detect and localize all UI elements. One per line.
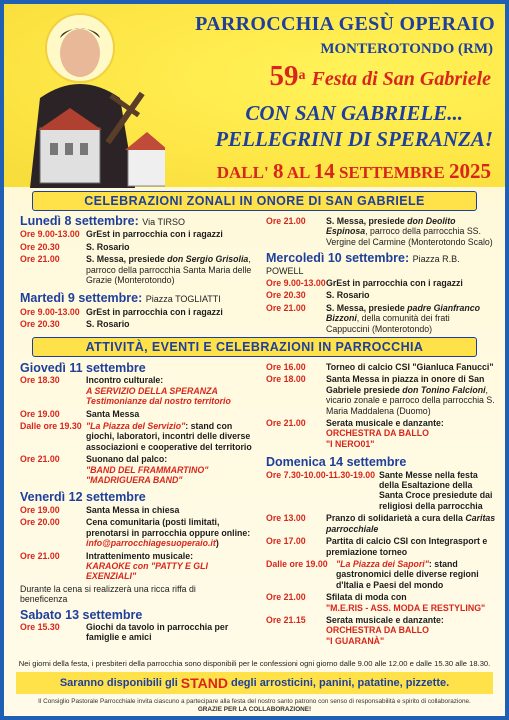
time: Ore 13.00 [266, 513, 306, 524]
schedule-row [20, 551, 256, 582]
festa-name: Festa di San Gabriele [311, 68, 491, 90]
schedule-row [20, 409, 256, 419]
band-name: "MADRIGUERA BAND" [86, 475, 183, 486]
fashion-show-name: "M.E.RIS - ASS. MODA E RESTYLING" [326, 602, 486, 613]
description [326, 216, 494, 247]
day-heading-mercoledi [266, 253, 494, 276]
day-heading-lunedi [20, 216, 256, 227]
day-heading-venerdi: Venerdì 12 settembre [20, 490, 146, 505]
description [86, 454, 256, 485]
raffle-note: Durante la cena si realizzerà una ricca riffa di beneficenza [20, 583, 196, 605]
time: Ore 21.00 [20, 550, 60, 561]
time: Ore 21.00 [20, 254, 60, 265]
contact-email[interactable]: info@parrocchiagesuoperaio.it [86, 538, 216, 549]
band-name: "BAND DEL FRAMMARTINO" [86, 464, 209, 475]
celebrant-name: don Sergio Grisolia [167, 254, 249, 265]
event-title: "La Piazza dei Sapori" [336, 558, 429, 569]
schedule-row [20, 307, 256, 317]
celebrant-name: padre Gianfranco Bizzoni [326, 302, 481, 324]
schedule-row [20, 254, 256, 285]
description-part: , della comunità dei frati Cappuccini (Monterotondo) [326, 313, 450, 334]
time: Ore 20.30 [20, 241, 60, 252]
time: Ore 7.30-10.00-11.30-19.00 [266, 469, 376, 480]
stand-banner [16, 672, 493, 694]
description-part: Sfilata di moda con [326, 592, 407, 603]
schedule-row [266, 615, 496, 646]
council-note [14, 698, 495, 714]
schedule-row [266, 278, 494, 288]
time: Ore 21.00 [266, 302, 306, 313]
description: Santa Messa in chiesa [86, 504, 180, 515]
dates-prefix: DALL' [216, 163, 273, 182]
parish-name: PARROCCHIA GESÙ OPERAIO [195, 13, 495, 35]
festival-dates [217, 159, 491, 184]
description [326, 303, 494, 334]
dates-month: SETTEMBRE [334, 163, 449, 182]
day-heading-sabato: Sabato 13 settembre [20, 607, 143, 622]
saint-gabriel-illustration [10, 8, 165, 188]
karaoke-title: KARAOKE con "PATTY E GLI EXENZIALI" [86, 560, 208, 582]
description: Sante Messe nella festa della Esaltazione della Santa Croce presiedute dai religiosi della parrocchia [379, 469, 493, 511]
schedule-row [266, 592, 496, 613]
description-part: Cena comunitaria (posti limitati, prenotarsi in parrocchia oppure online: [86, 517, 251, 538]
schedule-row [20, 421, 256, 452]
description-part: Pranzo di solidarietà a cura della [326, 513, 466, 524]
day-heading-domenica: Domenica 14 settembre [266, 455, 407, 470]
description: S. Rosario [86, 319, 130, 330]
description-part: Incontro culturale: [86, 375, 164, 386]
description-part: ) [215, 538, 219, 549]
council-invitation: Il Consiglio Pastorale Parrocchiale invita ciascuno a partecipare alla festa del nostro santo patrono con senso di responsabilità e spirito di collaborazione. [38, 698, 471, 705]
events-banner: ATTIVITÀ, EVENTI E CELEBRAZIONI IN PARROCCHIA [32, 337, 477, 357]
schedule-row [266, 470, 496, 512]
time: Dalle ore 19.30 [20, 421, 82, 432]
description-part: Serata musicale e danzante: [326, 418, 444, 429]
time: Ore 19.00 [20, 504, 60, 515]
description [86, 421, 256, 452]
description [86, 517, 256, 548]
schedule-row [20, 319, 256, 329]
description [326, 592, 496, 613]
schedule-row [20, 242, 256, 252]
dates-end-day: 14 [313, 159, 335, 183]
festa-title [270, 60, 491, 93]
orchestra-label: ORCHESTRA DA BALLO [326, 428, 429, 439]
events-right-column [266, 362, 496, 648]
description: Giochi da tavolo in parrocchia per famiglie e amici [86, 621, 229, 643]
description: S. Rosario [86, 241, 130, 252]
zonal-banner: CELEBRAZIONI ZONALI IN ONORE DI SAN GABRIELE [32, 191, 477, 211]
day-label: Mercoledì 10 settembre: [266, 251, 410, 266]
description [326, 374, 496, 416]
schedule-row [20, 505, 256, 515]
events-left-column [20, 359, 256, 645]
stand-text-pre: Saranno disponibili gli [59, 677, 178, 689]
time: Ore 21.00 [266, 216, 306, 226]
description: S. Rosario [326, 290, 370, 301]
schedule-row [266, 290, 494, 300]
description [326, 513, 496, 534]
description-part: S. Messa, presiede [86, 254, 168, 265]
description [336, 559, 496, 590]
motto [215, 100, 493, 152]
time: Dalle ore 19.00 [266, 558, 328, 569]
description: GrEst in parrocchia con i ragazzi [86, 229, 223, 240]
dates-year: 2025 [449, 159, 491, 183]
time: Ore 15.30 [20, 621, 60, 632]
schedule-row [266, 362, 496, 372]
description-part: , vicario zonale e parroco della parrocchia S. Maria Maddalena (Duomo) [326, 384, 495, 416]
edition-superscript: a [298, 67, 306, 83]
description [86, 551, 256, 582]
schedule-row [266, 303, 494, 334]
dates-start-day: 8 [272, 159, 284, 183]
day-label: Lunedì 8 settembre: [20, 214, 139, 228]
description-part: Santa Messa in piazza in onore di San Gabriele presiede [326, 374, 485, 395]
stand-text-post: degli arrosticini, panini, patatine, pizzette. [230, 677, 450, 689]
schedule-row [266, 374, 496, 416]
description: GrEst in parrocchia con i ragazzi [86, 306, 223, 317]
stand-word: STAND [180, 675, 228, 691]
organizer-name: Caritas parrocchiale [326, 513, 496, 534]
schedule-row [266, 418, 496, 449]
time: Ore 21.15 [266, 614, 306, 625]
schedule-row [20, 517, 256, 548]
time: Ore 18.30 [20, 375, 60, 386]
day-location: Piazza R.B. POWELL [266, 254, 460, 276]
schedule-row [266, 513, 496, 534]
edition-number: 59 [269, 60, 299, 92]
day-location: Piazza TOGLIATTI [145, 294, 221, 305]
description-part: S. Messa, presiede [326, 302, 408, 313]
time: Ore 21.00 [266, 592, 306, 603]
town-name: MONTEROTONDO (RM) [320, 41, 493, 57]
description-part: , parroco della parrocchia SS. Vergine del Carmine (Monterotondo Scalo) [326, 226, 493, 247]
day-heading-giovedi: Giovedì 11 settembre [20, 361, 146, 375]
time: Ore 9.00-13.00 [266, 278, 326, 289]
schedule-row [20, 229, 256, 239]
time: Ore 9.00-13.00 [20, 306, 80, 317]
zonal-right-column [266, 216, 494, 336]
description: Santa Messa [86, 408, 140, 419]
celebrant-name: don Deolito Espinosa [326, 216, 456, 237]
day-location: Via TIRSO [142, 217, 185, 227]
schedule-row [266, 559, 496, 590]
schedule-row [20, 375, 256, 406]
time: Ore 21.00 [266, 418, 306, 429]
time: Ore 17.00 [266, 536, 306, 547]
orchestra-label: ORCHESTRA DA BALLO [326, 625, 429, 636]
description [326, 418, 496, 449]
confessions-note: Nei giorni della festa, i presbiteri della parrocchia sono disponibili per le confessioni ogni giorno dalle 9.00 alle 12.00 e dalle 15.30 alle 18.30. [18, 659, 491, 668]
celebrant-name: don Tonino Falcioni [402, 384, 486, 395]
motto-line-1: CON SAN GABRIELE... [245, 101, 463, 125]
poster-header [4, 4, 505, 187]
motto-line-2: PELLEGRINI DI SPERANZA! [215, 127, 493, 151]
description: Partita di calcio CSI con Integrasport e premiazione torneo [326, 536, 488, 557]
time: Ore 20.00 [20, 517, 60, 528]
time: Ore 20.30 [266, 290, 306, 301]
description [326, 615, 496, 646]
time: Ore 16.00 [266, 362, 306, 372]
event-title: A SERVIZIO DELLA SPERANZA [86, 385, 218, 396]
time: Ore 20.30 [20, 319, 60, 330]
description: GrEst in parrocchia con i ragazzi [326, 278, 463, 289]
day-heading-martedi [20, 293, 256, 304]
schedule-row [266, 536, 496, 557]
description [86, 254, 256, 285]
orchestra-name: "I GUARANÀ" [326, 635, 385, 646]
day-label: Martedì 9 settembre: [20, 291, 143, 306]
orchestra-name: "I NERO01" [326, 438, 375, 449]
event-title: "La Piazza del Servizio" [86, 421, 186, 432]
time: Ore 19.00 [20, 408, 60, 419]
thanks-line: GRAZIE PER LA COLLABORAZIONE! [197, 706, 312, 713]
time: Ore 9.00-13.00 [20, 229, 80, 240]
zonal-left-column [20, 212, 256, 332]
description-part: Serata musicale e danzante: [326, 614, 444, 625]
description: Torneo di calcio CSI "Gianluca Fanucci" [326, 362, 494, 372]
description-part: , parroco della parrocchia Santa Maria delle Grazie (Monterotondo) [86, 254, 252, 286]
description-part: : stand con giochi, laboratori, incontri delle diverse associazioni e cooperative del territorio [86, 421, 252, 452]
dates-mid: AL [283, 163, 314, 182]
time: Ore 18.00 [266, 374, 306, 385]
description [86, 375, 256, 406]
schedule-row [266, 216, 494, 247]
schedule-row [20, 454, 256, 485]
description-part: S. Messa, presiede [326, 216, 408, 226]
description-part: : stand gastronomici delle diverse regioni d'Italia e Paesi del mondo [336, 558, 479, 590]
event-subtitle: Testimonianze dal nostro territorio [86, 396, 231, 407]
time: Ore 21.00 [20, 454, 60, 465]
description-part: Suonano dal palco: [86, 454, 168, 465]
description-part: Intrattenimento musicale: [86, 550, 194, 561]
schedule-row [20, 622, 256, 643]
